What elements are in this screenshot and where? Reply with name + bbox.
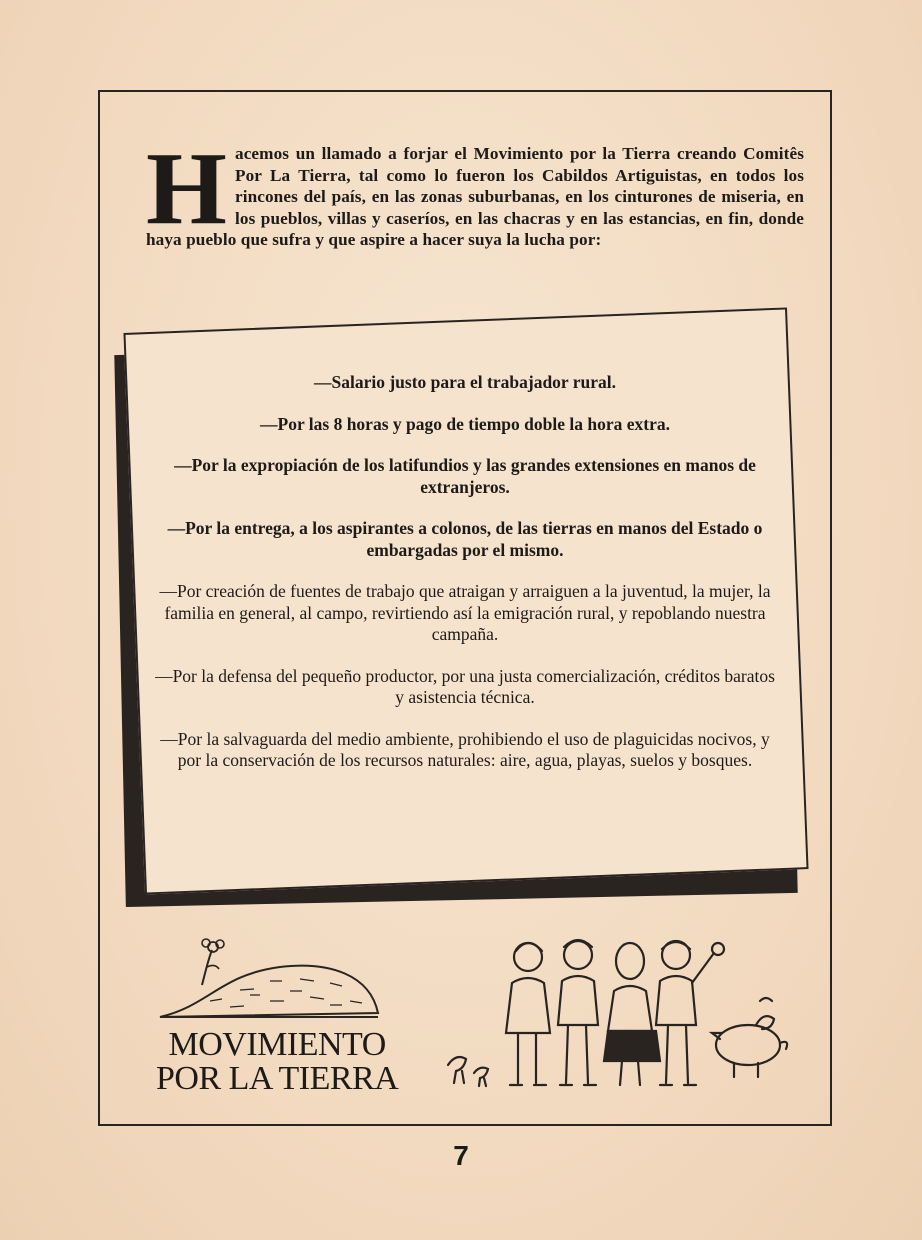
demand-item: —Salario justo para el trabajador rural. — [313, 372, 617, 392]
demands-list — [150, 372, 780, 792]
brand-line-2: POR LA TIERRA — [156, 1060, 399, 1097]
demand-item: —Por creación de fuentes de trabajo que atraigan y arraiguen a la juventud, la mujer, la familia en general, al campo, revirtiendo así la emigración rural, y repoblando nuestra campaña. — [159, 581, 771, 644]
intro-paragraph — [146, 131, 804, 251]
people-animals-illustration — [438, 935, 810, 1095]
demand-item: —Por la entrega, a los aspirantes a colonos, de las tierras en manos del Estado o embargadas por el mismo. — [167, 518, 763, 560]
brand-logo-text — [156, 1028, 398, 1096]
drop-cap: H — [146, 131, 227, 246]
demand-item: —Por las 8 horas y pago de tiempo doble la hora extra. — [260, 413, 670, 434]
hill-flower-illustration — [150, 935, 390, 1030]
demand-item: —Por la expropiación de los latifundios y las grandes extensiones en manos de extranjeros. — [174, 455, 756, 497]
page-number: 7 — [453, 1140, 469, 1171]
demand-item: —Por la salvaguarda del medio ambiente, prohibiendo el uso de plaguicidas nocivos, y por la conservación de los recursos naturales: aire, agua, playas, suelos y bosques. — [160, 728, 770, 770]
demand-item: —Por la defensa del pequeño productor, por una justa comercialización, créditos baratos y asistencia técnica. — [155, 665, 775, 707]
brand-line-1: MOVIMIENTO — [168, 1026, 386, 1063]
intro-text: acemos un llamado a forjar el Movimiento por la Tierra creando Comitês Por La Tierra, tal como lo fueron los Cabildos Artiguistas, en todos los rincones del país, en las zonas suburbanas, en los cinturones de miseria, en los pueblos, villas y caseríos, en las chacras y en las estancias, en fin, donde haya pueblo que sufra y que aspire a hacer suya la lucha por: — [146, 144, 804, 249]
